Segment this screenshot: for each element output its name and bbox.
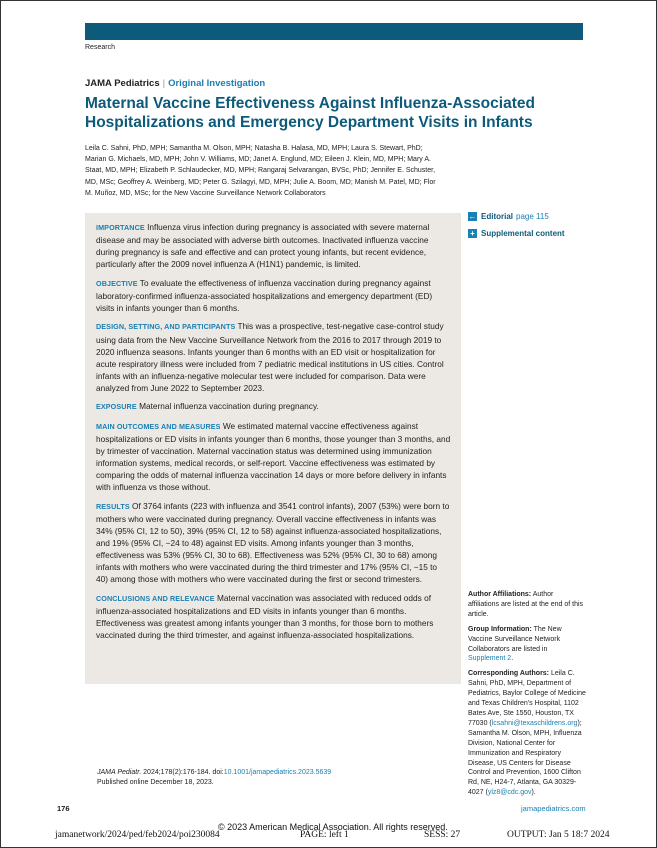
- supplement-link[interactable]: Supplement 2: [468, 655, 512, 663]
- sidebar-heading: Author Affiliations:: [468, 591, 532, 598]
- abstract-importance: [96, 221, 451, 270]
- abstract-text: To evaluate the effectiveness of influenza vaccination during pregnancy against laboratory-confirmed influenza-associated hospitalizations and emergency department (ED) visits in infants younger than 6 months.: [96, 277, 433, 313]
- abstract-text: Maternal influenza vaccination during pregnancy.: [139, 401, 319, 412]
- journal-name: JAMA Pediatrics: [85, 78, 160, 89]
- abstract-text: Influenza virus infection during pregnancy is associated with severe maternal disease and may be associated with adverse birth outcomes. Inactivated influenza vaccine during pregnancy is safe and effective and can protect young infants, but recent evidence, particularly after the 2009 novel influenza A (H1N1) pandemic, is limited.: [96, 222, 430, 270]
- abstract-outcomes: [96, 420, 451, 494]
- sidebar-text: Author affiliations are listed at the end of this article.: [468, 591, 584, 618]
- abstract-text: Of 3764 infants (223 with influenza and 3541 control infants), 2007 (53%) were born to mothers who were vaccinated during pregnancy. Overall vaccine effectiveness in infants was 34% (95% CI, 12 to 50), 39% (95% CI, 12 to 58) against influenza-associated hospitalizations, and 19% (95% CI, −24 to 48) against ED visits. Among infants younger than 3 months, effectiveness was 53% (95% CI, 30 to 68). Effectiveness was 52% (95% CI, 30 to 68) among infants with mothers who were vaccinated during the third trimester and 17% (95% CI, −15 to 40) among those with mothers who were vaccinated during the first or second trimesters.: [96, 500, 450, 585]
- citation-line: [97, 768, 331, 778]
- email-link[interactable]: ylz8@cdc.gov: [487, 789, 532, 797]
- sidebar-text: ); Samantha M. Olson, MPH, Influenza Division, National Center for Immunization and Respiratory Disease, US Centers for Disease Control and Prevention, 1600 Clifton Rd, NE, H24-7, Atlanta, GA 30329-4027 (: [468, 719, 582, 797]
- editorial-link[interactable]: [468, 208, 565, 225]
- article-title: Maternal Vaccine Effectiveness Against Influenza-Associated Hospitalizations and Emergency Department Visits in Infants: [85, 95, 535, 131]
- corresponding-authors: [468, 669, 586, 798]
- sidebar-text: ).: [531, 789, 536, 797]
- author-affiliations: [468, 590, 586, 620]
- supplemental-label[interactable]: Supplemental content: [481, 229, 565, 238]
- footer-output: OUTPUT: Jan 5 18:7 2024: [507, 830, 610, 840]
- sidebar-text: Leila C. Sahni, PhD, MPH, Department of Pediatrics, Baylor College of Medicine and Texas Children's Hospital, 1102 Bates Ave, Ste 1550, Houston, TX 77030 (: [468, 670, 586, 727]
- footer-sess: SESS: 27: [424, 830, 461, 840]
- related-links: [468, 208, 565, 242]
- supplemental-link[interactable]: [468, 225, 565, 242]
- citation-ref: 2024;178(2):176-184. doi:: [141, 769, 224, 776]
- abstract-heading: IMPORTANCE: [96, 223, 145, 232]
- abstract-heading: EXPOSURE: [96, 402, 137, 412]
- citation-journal: JAMA Pediatr.: [97, 769, 142, 776]
- abstract-exposure: [96, 400, 451, 413]
- citation: [97, 768, 331, 788]
- article-type: Original Investigation: [168, 78, 266, 89]
- plus-icon: +: [468, 229, 477, 238]
- abstract-conclusions: [96, 592, 451, 641]
- abstract-design: [96, 320, 451, 394]
- journal-line: [85, 78, 265, 89]
- abstract-heading: RESULTS: [96, 501, 130, 511]
- abstract-box: [85, 213, 461, 684]
- email-link[interactable]: lcsahni@texaschildrens.org: [491, 719, 578, 727]
- abstract-heading: CONCLUSIONS AND RELEVANCE: [96, 593, 215, 603]
- abstract-objective: [96, 277, 451, 314]
- page-number: 176: [57, 804, 70, 813]
- footer-path: jamanetwork/2024/ped/feb2024/poi230084: [55, 830, 220, 840]
- author-list: Leila C. Sahni, PhD, MPH; Samantha M. Olson, MPH; Natasha B. Halasa, MD, MPH; Laura S. Stewart, PhD; Marian G. Michaels, MD, MPH; John V. Williams, MD; Janet A. Englund, MD; Eileen J. Klein, MD, MPH; Mary A. Staat, MD, MPH; Elizabeth P. Schlaudecker, MD, MPH; Rangaraj Selvarangan, BVSc, PhD; Jennifer E. Schuster, MD, MSc; Geoffrey A. Weinberg, MD; Peter G. Szilagyi, MD, MPH; Julie A. Boom, MD; Manish M. Patel, MD; Flor M. Muñoz, MD, MSc; for the New Vaccine Surveillance Network Collaborators: [85, 145, 436, 197]
- journal-website-link[interactable]: jamapediatrics.com: [521, 804, 586, 813]
- sidebar-heading: Group Information:: [468, 625, 532, 633]
- abstract-heading: DESIGN, SETTING, AND PARTICIPANTS: [96, 322, 236, 332]
- abstract-results: [96, 500, 451, 586]
- sidebar-heading: Corresponding Authors:: [468, 670, 550, 678]
- published-date: Published online December 18, 2023.: [97, 779, 214, 786]
- group-information: Group Information: The New Vaccine Surveillance Network Collaborators are listed in Supplement 2.: [468, 625, 562, 663]
- copyright-notice: © 2023 American Medical Association. All rights reserved.: [218, 822, 448, 832]
- abstract-text: Maternal vaccination was associated with reduced odds of influenza-associated hospitalizations and ED visits in infants younger than 6 months. Effectiveness was greatest among infants younger than 3 months, for those born to mothers vaccinated during the third trimester, and against influenza-associated hospitalizations.: [96, 592, 434, 641]
- abstract-heading: MAIN OUTCOMES AND MEASURES: [96, 421, 221, 431]
- sidebar-text: The New Vaccine Surveillance Network Collaborators are listed in: [468, 625, 562, 653]
- footer-page: PAGE: left 1: [300, 830, 349, 840]
- author-info-sidebar: [468, 590, 586, 803]
- abstract-text: This was a prospective, test-negative case-control study using data from the New Vaccine Surveillance Network from the 2016 to 2017 through 2019 to 2020 influenza seasons. Infants younger than 6 months with an ED visit or hospitalization for acute respiratory illness were included from 7 pediatric medical institutions in US cities. Control infants with an influenza-negative molecular test were included for comparison. Data were analyzed from June 2022 to September 2023.: [96, 321, 444, 393]
- editorial-page-link[interactable]: page 115: [516, 212, 549, 221]
- arrow-left-icon: ←: [468, 212, 477, 221]
- editorial-label: Editorial: [481, 212, 514, 221]
- journal-separator: |: [162, 78, 166, 89]
- doi-link[interactable]: 10.1001/jamapediatrics.2023.5639: [223, 769, 332, 776]
- section-label: Research: [85, 44, 115, 51]
- journal-color-bar: [85, 23, 583, 40]
- abstract-text: We estimated maternal vaccine effectiveness against hospitalizations or ED visits in infants younger than 6 months, those younger than 3 months, and by trimester of vaccination. Maternal vaccination status was determined using immunization information systems, medical records, or self-report. Vaccine effectiveness was estimated by comparing the odds of maternal influenza vaccination 14 days or more before delivery in infants with influenza vs those without.: [96, 420, 451, 493]
- abstract-heading: OBJECTIVE: [96, 278, 138, 288]
